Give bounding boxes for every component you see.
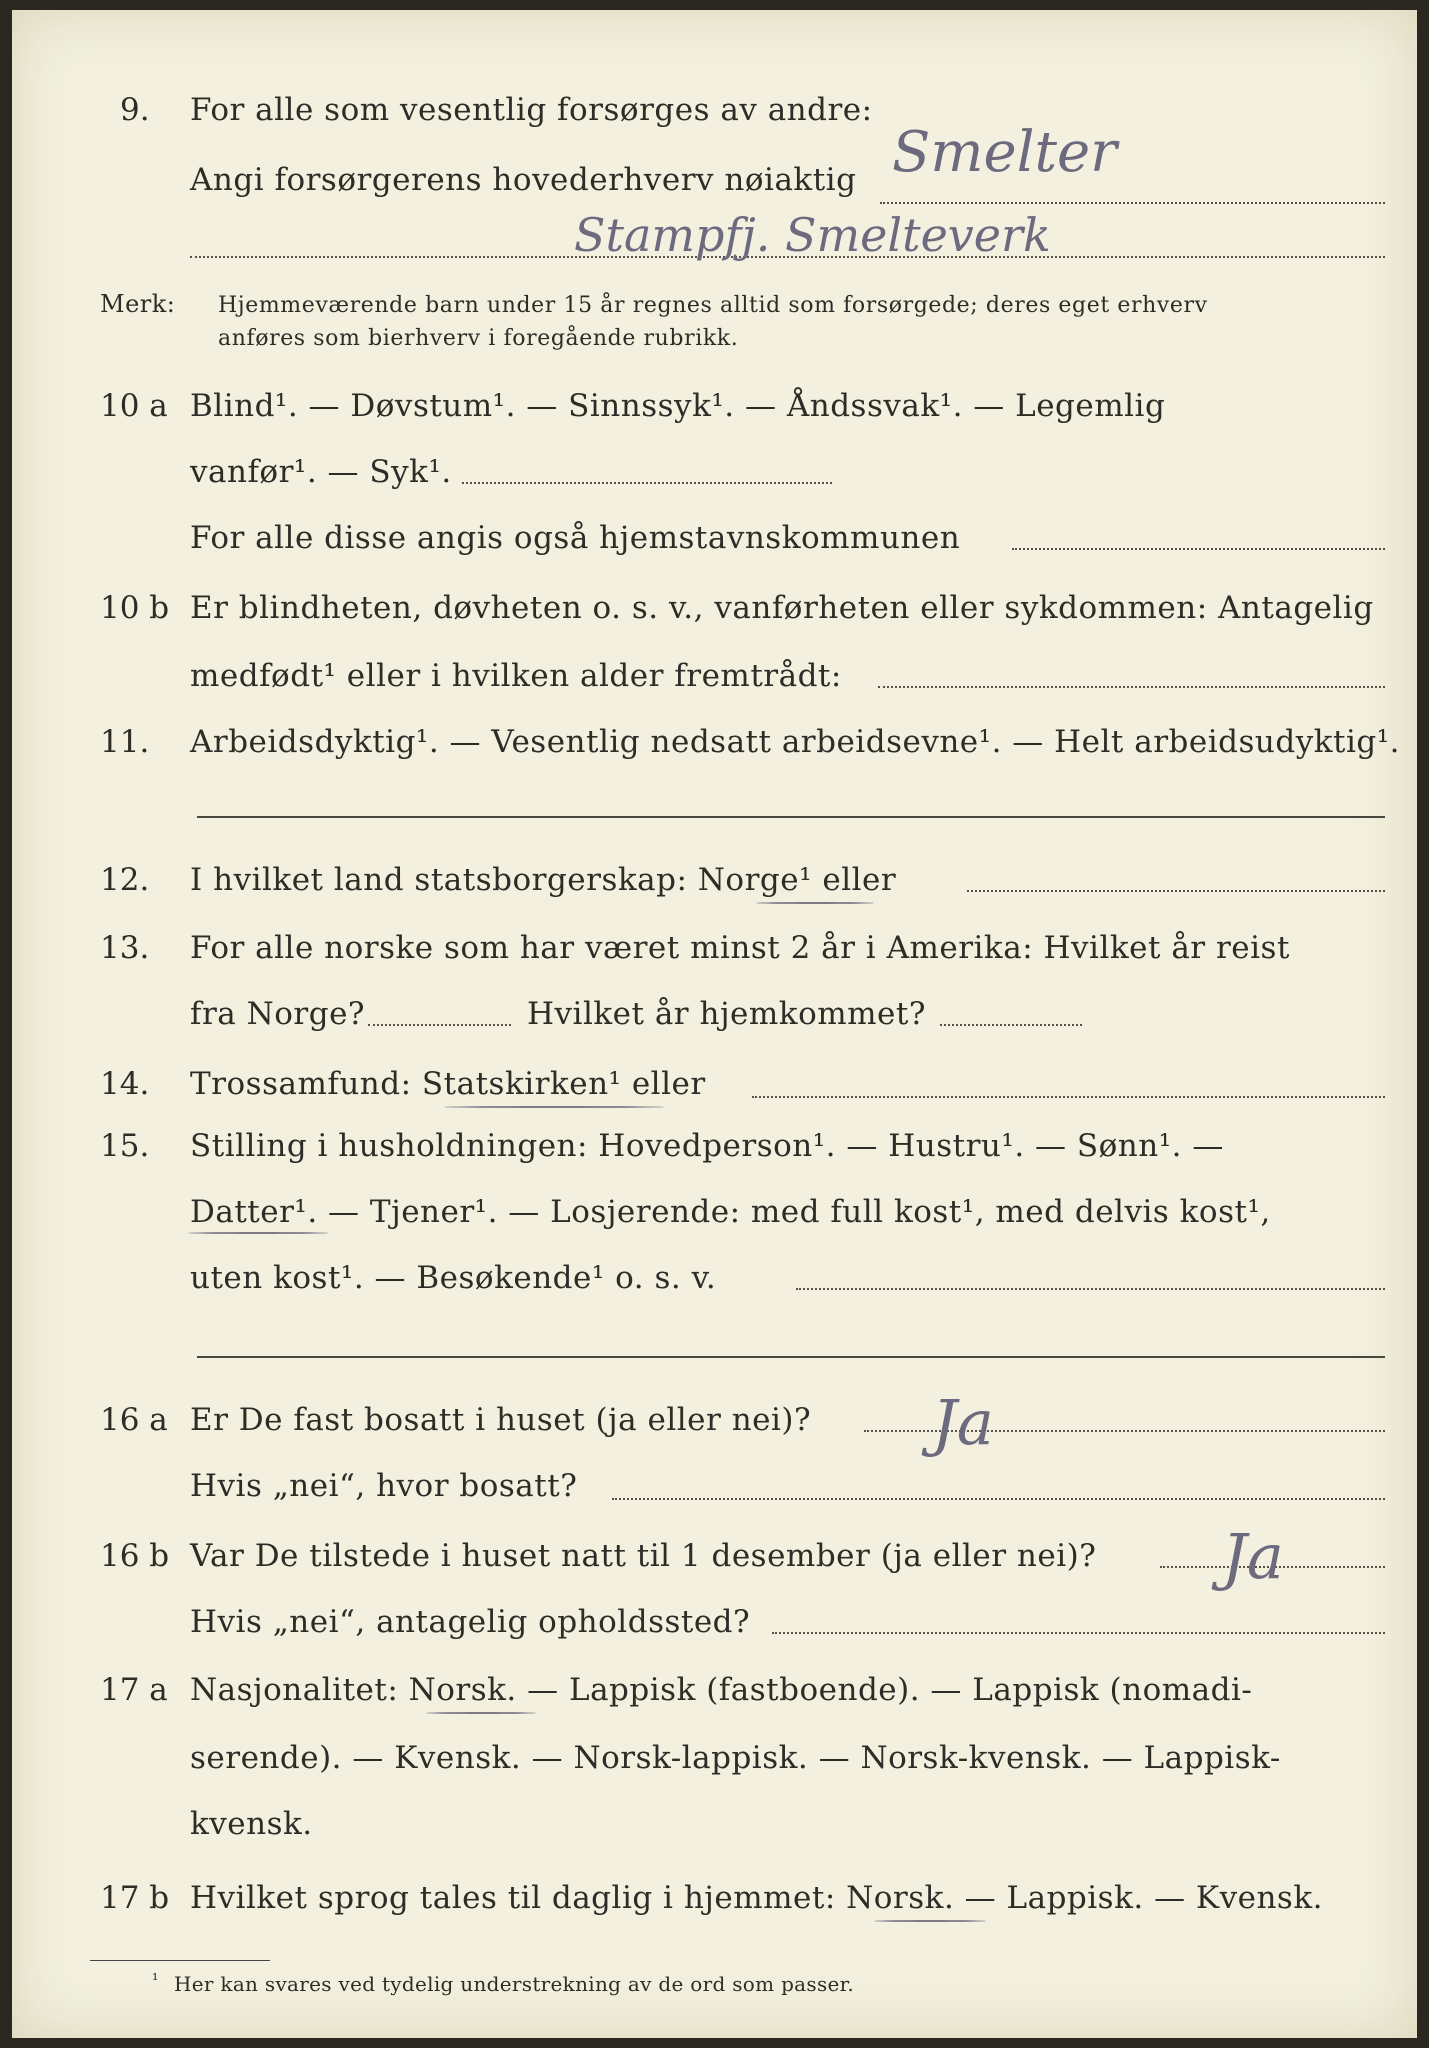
census-form-page: [12, 10, 1417, 2038]
q17a-number: 17 a: [100, 1672, 168, 1708]
q17b-line1: Hvilket sprog tales til daglig i hjemmet: Norsk. — Lappisk. — Kvensk.: [190, 1880, 1323, 1916]
footnote-mark: ¹: [152, 1970, 159, 1989]
merk-line2: anføres som bierhverv i foregående rubrikk.: [218, 326, 739, 351]
q15-answer-line1: [796, 1288, 1385, 1290]
q16a-line1: Er De fast bosatt i huset (ja eller nei)?: [190, 1402, 812, 1438]
q17a-line3: kvensk.: [190, 1806, 313, 1842]
q9-answer-line1: [880, 202, 1385, 204]
q13-line2b: Hvilket år hjemkommet?: [527, 996, 926, 1032]
q10a-number: 10 a: [100, 388, 168, 424]
q10a-answer-line1: [462, 482, 832, 484]
merk-label: Merk:: [100, 290, 176, 318]
q17a-line1: Nasjonalitet: Norsk. — Lappisk (fastboende). — Lappisk (nomadi-: [190, 1672, 1253, 1708]
q16b-line2: Hvis „nei“, antagelig opholdssted?: [190, 1604, 751, 1640]
q12-number: 12.: [100, 862, 150, 898]
q10b-line2: medfødt¹ eller i hvilken alder fremtrådt:: [190, 658, 842, 694]
q15-number: 15.: [100, 1128, 150, 1164]
q15-underline-datter: [188, 1232, 328, 1234]
q16b-number: 16 b: [100, 1538, 170, 1574]
q16b-line1: Var De tilstede i huset natt til 1 desember (ja eller nei)?: [190, 1538, 1097, 1574]
merk-line1: Hjemmeværende barn under 15 år regnes alltid som forsørgede; deres eget erhverv: [218, 293, 1208, 318]
q14-answer-line: [752, 1096, 1385, 1098]
q10a-line2: vanfør¹. — Syk¹.: [190, 454, 452, 490]
q15-line3: uten kost¹. — Besøkende¹ o. s. v.: [190, 1260, 717, 1296]
q12-line1: I hvilket land statsborgerskap: Norge¹ eller: [190, 862, 897, 898]
q9-handwritten-occupation: Smelter: [892, 120, 1117, 185]
q16a-answer-line2: [612, 1498, 1385, 1500]
q10b-answer-line: [878, 686, 1385, 688]
q10a-line1: Blind¹. — Døvstum¹. — Sinnssyk¹. — Åndssvak¹. — Legemlig: [190, 388, 1166, 424]
q12-answer-line: [967, 890, 1385, 892]
q13-answer-hjemkommet: [940, 1024, 1082, 1026]
q17b-number: 17 b: [100, 1880, 170, 1916]
q10b-line1: Er blindheten, døvheten o. s. v., vanførheten eller sykdommen: Antagelig: [190, 590, 1374, 626]
q14-number: 14.: [100, 1066, 150, 1102]
q11-answer-line: [197, 816, 1385, 818]
q16a-handwritten-answer: Ja: [932, 1386, 994, 1459]
q17b-underline-norsk: [874, 1920, 986, 1922]
q17a-line2: serende). — Kvensk. — Norsk-lappisk. — Norsk-kvensk. — Lappisk-: [190, 1740, 1281, 1776]
q15-line2: Datter¹. — Tjener¹. — Losjerende: med full kost¹, med delvis kost¹,: [190, 1194, 1271, 1230]
q9-handwritten-employer: Stampfj. Smelteverk: [574, 208, 1051, 262]
q11-number: 11.: [100, 724, 150, 760]
q9-line1: For alle som vesentlig forsørges av andre:: [190, 92, 873, 128]
q15-answer-line2: [197, 1356, 1385, 1358]
q13-line2a: fra Norge?: [190, 996, 366, 1032]
q10a-line3: For alle disse angis også hjemstavnskommunen: [190, 520, 961, 556]
q13-number: 13.: [100, 930, 150, 966]
q16a-line2: Hvis „nei“, hvor bosatt?: [190, 1468, 578, 1504]
q9-number: 9.: [120, 92, 150, 128]
footnote-text: Her kan svares ved tydelig understrekning av de ord som passer.: [174, 1972, 854, 1996]
footnote-separator: [90, 1960, 270, 1961]
q12-underline-norge: [756, 902, 874, 904]
q10b-number: 10 b: [100, 590, 170, 626]
q15-line1: Stilling i husholdningen: Hovedperson¹. — Hustru¹. — Sønn¹. —: [190, 1128, 1224, 1164]
q11-line1: Arbeidsdyktig¹. — Vesentlig nedsatt arbeidsevne¹. — Helt arbeidsudyktig¹.: [190, 724, 1401, 760]
q14-line1: Trossamfund: Statskirken¹ eller: [190, 1066, 706, 1102]
q17a-underline-norsk: [426, 1712, 536, 1714]
q14-underline-statskirken: [444, 1106, 664, 1108]
q13-answer-reist: [368, 1024, 511, 1026]
q9-line2: Angi forsørgerens hovederhverv nøiaktig: [190, 162, 857, 198]
q10a-answer-line2: [1012, 548, 1385, 550]
q16b-answer-line2: [772, 1632, 1385, 1634]
q13-line1: For alle norske som har været minst 2 år i Amerika: Hvilket år reist: [190, 930, 1290, 966]
q16a-number: 16 a: [100, 1402, 168, 1438]
q16b-handwritten-answer: Ja: [1222, 1520, 1284, 1593]
